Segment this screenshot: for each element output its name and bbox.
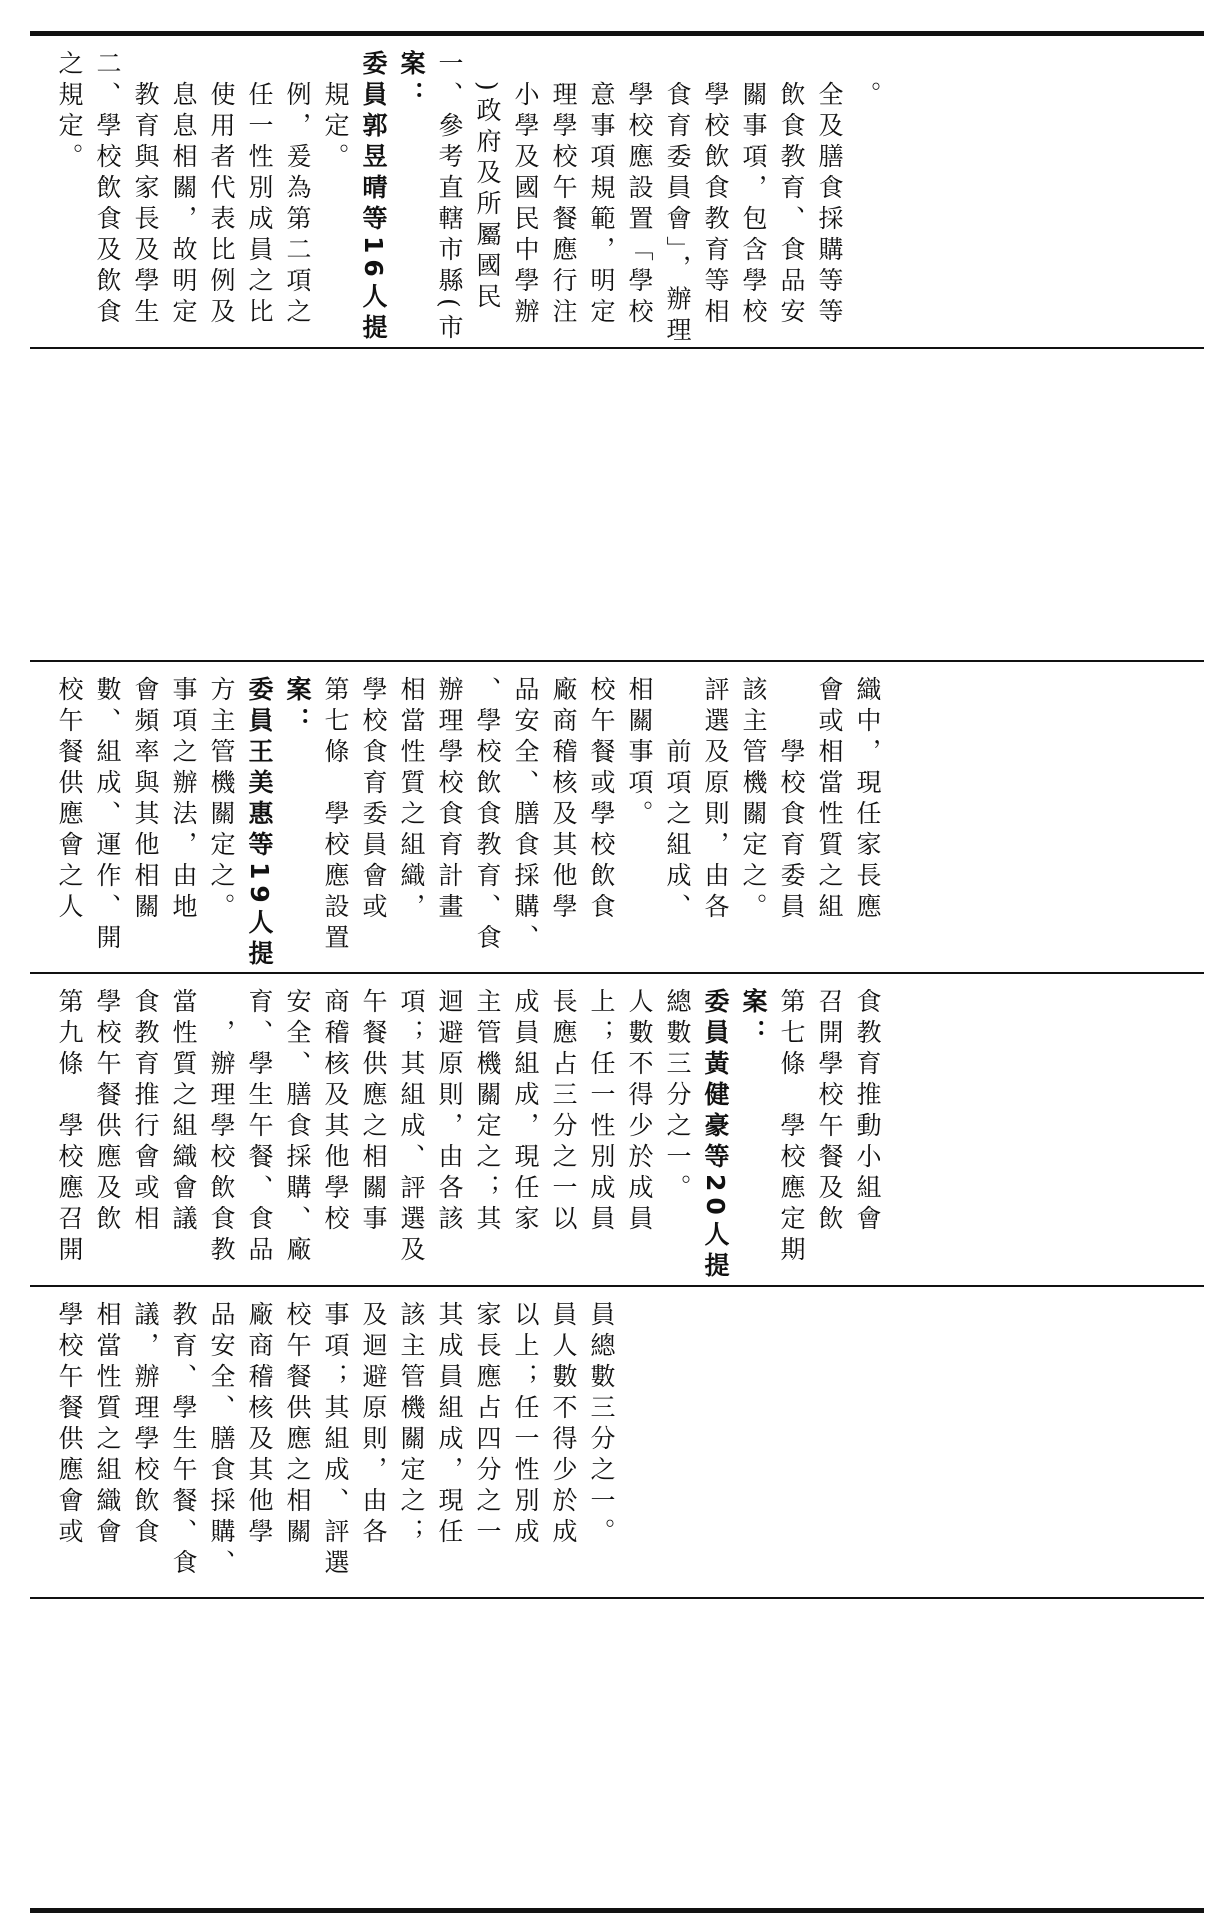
text-line: 會或相當性質之組: [815, 676, 844, 924]
text-line: 任一性別成員之比: [245, 50, 274, 329]
text-line: 安全、膳食採購、廠: [283, 988, 312, 1267]
text-line: 案：: [397, 50, 426, 112]
text-line: 息息相關，故明定: [169, 50, 198, 329]
text-line: 迴避原則，由各該: [435, 988, 464, 1236]
text-line: 飲食教育、食品安: [777, 50, 806, 329]
text-line: 規定。: [321, 50, 350, 174]
text-line: 意事項規範，明定: [587, 50, 616, 329]
section-text: [50, 36, 1204, 347]
text-line: 二、學校飲食及飲食: [93, 50, 122, 329]
text-line: 午餐供應之相關事: [359, 988, 388, 1236]
text-line: 第七條 學校應定期: [777, 988, 806, 1267]
text-line: 事項之辦法，由地: [169, 676, 198, 924]
text-line: 使用者代表比例及: [207, 50, 236, 329]
text-line: 家長應占四分之一: [473, 1301, 502, 1549]
section-text: [50, 349, 1204, 660]
text-section-3: [30, 662, 1204, 972]
text-line: 評選及原則，由各: [701, 676, 730, 924]
text-line: 一、參考直轄市縣(市: [435, 50, 464, 345]
text-line: 學校應設置「學校: [625, 50, 654, 329]
text-section-2: [30, 349, 1204, 660]
text-line: )政府及所屬國民: [473, 50, 502, 314]
text-line: 小學及國民中學辦: [511, 50, 540, 329]
text-line: 第七條 學校應設置: [321, 676, 350, 955]
text-line: 食教育推動小組會: [853, 988, 882, 1236]
text-line: 學校午餐供應會或: [55, 1301, 84, 1549]
text-line: 成員組成，現任家: [511, 988, 540, 1236]
text-section-5: [30, 1287, 1204, 1597]
text-line: 當性質之組織會議: [169, 988, 198, 1236]
text-line: 廠商稽核及其他學: [549, 676, 578, 924]
text-line: 委員王美惠等19人提: [245, 676, 274, 971]
text-line: 總數三分之一。: [663, 988, 692, 1205]
text-line: 其成員組成，現任: [435, 1301, 464, 1549]
text-line: 案：: [739, 988, 768, 1050]
section-text: [50, 1599, 1204, 1908]
text-line: 會頻率與其他相關: [131, 676, 160, 924]
text-line: 校午餐供應之相關: [283, 1301, 312, 1549]
text-line: 例，爰為第二項之: [283, 50, 312, 329]
text-line: 之規定。: [55, 50, 84, 174]
text-line: 相關事項。: [625, 676, 654, 831]
text-line: 學校食育委員: [777, 676, 806, 924]
text-line: 關事項，包含學校: [739, 50, 768, 329]
text-section-1: [30, 36, 1204, 347]
section-text: [50, 1287, 1204, 1597]
text-line: 、學校飲食教育、食: [473, 676, 502, 955]
text-line: 全及膳食採購等等: [815, 50, 844, 329]
text-line: ，辦理學校飲食教: [207, 988, 236, 1267]
text-line: 事項；其組成、評選: [321, 1301, 350, 1580]
text-line: 方主管機關定之。: [207, 676, 236, 924]
text-line: 學校飲食教育等相: [701, 50, 730, 329]
bottom-rule: [30, 1908, 1204, 1913]
text-line: 員人數不得少於成: [549, 1301, 578, 1549]
text-line: 主管機關定之；其: [473, 988, 502, 1236]
text-line: 校午餐或學校飲食: [587, 676, 616, 924]
text-line: 第九條 學校應召開: [55, 988, 84, 1267]
text-line: 學校食育委員會或: [359, 676, 388, 924]
text-section-6: [30, 1599, 1204, 1908]
text-line: 。: [853, 50, 882, 112]
text-line: 教育與家長及學生: [131, 50, 160, 329]
section-text: [50, 662, 1204, 972]
text-line: 食育委員會」，辦理: [663, 50, 692, 347]
text-line: 案：: [283, 676, 312, 738]
text-line: 項；其組成、評選及: [397, 988, 426, 1267]
text-line: 辦理學校食育計畫: [435, 676, 464, 924]
text-line: 委員郭昱晴等16人提: [359, 50, 388, 345]
text-line: 該主管機關定之。: [739, 676, 768, 924]
section-text: [50, 974, 1204, 1285]
text-line: 食教育推行會或相: [131, 988, 160, 1236]
text-line: 教育、學生午餐、食: [169, 1301, 198, 1580]
text-line: 上；任一性別成員: [587, 988, 616, 1236]
text-line: 以上；任一性別成: [511, 1301, 540, 1549]
text-line: 育、學生午餐、食品: [245, 988, 274, 1267]
text-line: 織中，現任家長應: [853, 676, 882, 924]
text-line: 商稽核及其他學校: [321, 988, 350, 1236]
text-line: 廠商稽核及其他學: [245, 1301, 274, 1549]
text-line: 校午餐供應會之人: [55, 676, 84, 924]
text-line: 前項之組成、: [663, 676, 692, 924]
text-line: 人數不得少於成員: [625, 988, 654, 1236]
text-line: 相當性質之組織會: [93, 1301, 122, 1549]
text-line: 品安全、膳食採購、: [511, 676, 540, 955]
text-line: 長應占三分之一以: [549, 988, 578, 1236]
text-section-4: [30, 974, 1204, 1285]
text-line: 相當性質之組織，: [397, 676, 426, 924]
text-line: 委員黃健豪等20人提: [701, 988, 730, 1283]
text-line: 議，辦理學校飲食: [131, 1301, 160, 1549]
text-line: 品安全、膳食採購、: [207, 1301, 236, 1580]
text-line: 學校午餐供應及飲: [93, 988, 122, 1236]
text-line: 該主管機關定之；: [397, 1301, 426, 1549]
text-line: 理學校午餐應行注: [549, 50, 578, 329]
text-line: 及迴避原則，由各: [359, 1301, 388, 1549]
text-line: 員總數三分之一。: [587, 1301, 616, 1549]
text-line: 召開學校午餐及飲: [815, 988, 844, 1236]
text-line: 數、組成、運作、開: [93, 676, 122, 955]
